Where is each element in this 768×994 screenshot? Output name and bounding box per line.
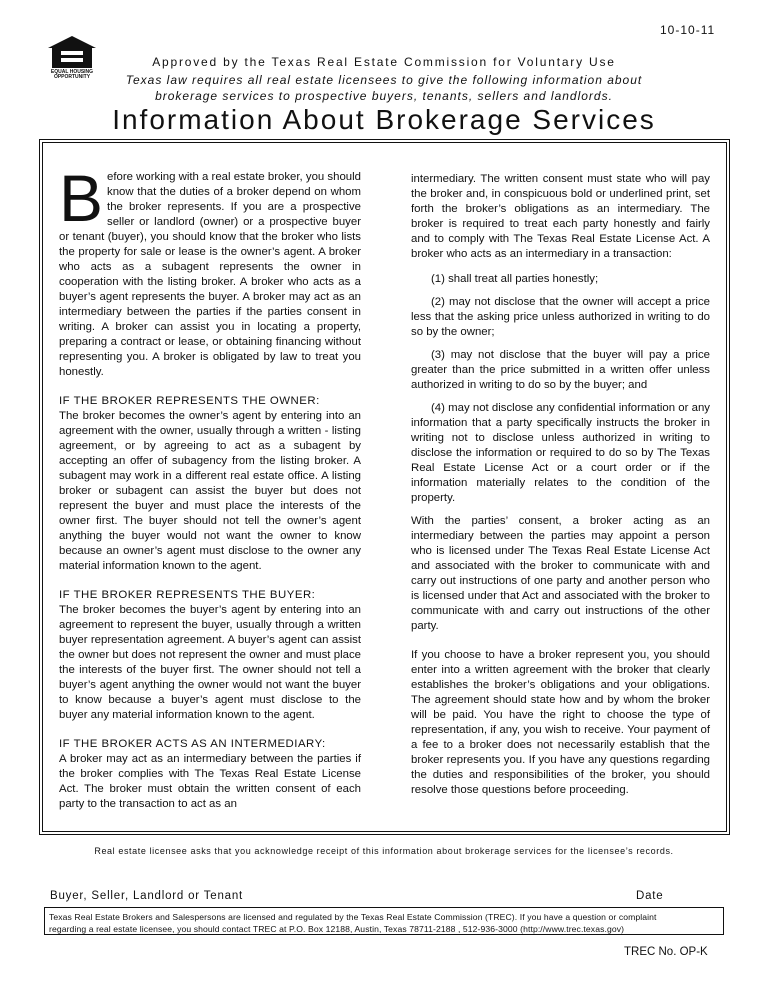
buyer-section bbox=[59, 588, 361, 723]
consent-paragraph: With the parties’ consent, a broker acting as an intermediary between the parties may appoint a person who is licensed under The Texas Real Estate License Act and associated with the broker to communicate with and carry out instructions of one party and another person who is licensed under that Act and associated with the broker to communicate with and carry out instructions of the other party. bbox=[411, 515, 710, 632]
intermediary-text: A broker may act as an intermediary between the parties if the broker complies with The Texas Real Estate License Act. The broker must obtain the written consent of each party to the transaction to act as an bbox=[59, 753, 361, 810]
duty-item-4: (4) may not disclose any confidential information or any information that a party specifically instructs the broker in writing not to disclose unless authorized in writing to disclose the information or required to do so by The Texas Real Estate License Act or a court order or if the information materially relates to the condition of the property. bbox=[411, 402, 710, 504]
trec-notice-line-2: regarding a real estate licensee, you should contact TREC at P.O. Box 12188, Austin, Texas 78711-2188 , 512-936-3000 (http://www.trec.texas.gov) bbox=[49, 924, 625, 934]
acknowledgement-text: Real estate licensee asks that you acknowledge receipt of this information about brokerage services for the licensee’s records. bbox=[94, 846, 674, 856]
trec-notice-line-1: Texas Real Estate Brokers and Salespersons are licensed and regulated by the Texas Real Estate Commission (TREC). If you have a question or complaint bbox=[49, 912, 657, 922]
intro-text: efore working with a real estate broker, you should know that the duties of a broker depend on whom the broker represents. If you are a prospective seller or landlord (owner) or a prospective buyer or tenant (buyer), you should know that the broker who lists the property for sale or lease is the owner’s agent. A broker who acts as a subagent represents the owner in cooperation with the listing broker. A broker who acts as a buyer’s agent represents the buyer. A broker may act as an intermediary between the parties if the parties consent in writing. A broker can assist you in locating a property, preparing a contract or lease, or obtaining financing without representing you. A broker is obligated by law to treat you honestly. bbox=[59, 171, 361, 378]
subtitle bbox=[0, 69, 768, 104]
continuation-paragraph: intermediary. The written consent must state who will pay the broker and, in conspicuous bold or underlined print, set forth the broker’s obligations as an intermediary. The broker is required to treat each party honestly and fairly and to comply with The Texas Real Estate License Act. A broker who acts as an intermediary in a transaction: bbox=[411, 173, 710, 260]
right-column bbox=[411, 172, 710, 808]
signature-label: Buyer, Seller, Landlord or Tenant bbox=[50, 890, 244, 902]
intermediary-heading: IF THE BROKER ACTS AS AN INTERMEDIARY: bbox=[59, 738, 326, 750]
intro-paragraph bbox=[59, 161, 361, 380]
trec-notice bbox=[44, 907, 724, 935]
page-title: Information About Brokerage Services bbox=[112, 104, 656, 135]
owner-heading: IF THE BROKER REPRESENTS THE OWNER: bbox=[59, 395, 320, 407]
subtitle-line-2: brokerage services to prospective buyers, tenants, sellers and landlords. bbox=[155, 89, 613, 103]
duty-item-3: (3) may not disclose that the buyer will pay a price greater than the price submitted in a written offer unless authorized in writing to do so by the buyer; and bbox=[411, 349, 710, 391]
left-column bbox=[59, 161, 361, 822]
form-date: 10-10-11 bbox=[660, 23, 716, 37]
buyer-text: The broker becomes the buyer’s agent by entering into an agreement to represent the buyer, usually through a written buyer representation agreement. A buyer’s agent can assist the owner but does not represent the owner and must place the interests of the buyer first. The owner should not tell a buyer’s agent anything the owner would not want the buyer to know because a buyer’s agent must disclose to the buyer any material information known to the agent. bbox=[59, 604, 361, 721]
subtitle-line-1: Texas law requires all real estate licensees to give the following information about bbox=[125, 73, 643, 87]
trec-form-number: TREC No. OP-K bbox=[624, 946, 708, 958]
content-box bbox=[42, 142, 727, 832]
drop-cap: B bbox=[59, 161, 104, 235]
duty-item-2: (2) may not disclose that the owner will accept a price less that the asking price unless authorized in writing to do so by the owner; bbox=[411, 296, 710, 338]
choose-paragraph: If you choose to have a broker represent you, you should enter into a written agreement with the broker that clearly establishes the broker’s obligations and your obligations. The agreement should state how and by whom the broker will be paid. You have the right to choose the type of representation, if any, you wish to receive. Your payment of a fee to a broker does not necessarily establish that the broker represents you. If you have any questions regarding the duties and responsibilities of the broker, you should resolve those questions before proceeding. bbox=[411, 649, 710, 796]
logo-caption: EQUAL HOUSING OPPORTUNITY bbox=[50, 69, 94, 80]
date-label: Date bbox=[636, 890, 664, 902]
approval-line: Approved by the Texas Real Estate Commission for Voluntary Use bbox=[152, 55, 616, 69]
buyer-heading: IF THE BROKER REPRESENTS THE BUYER: bbox=[59, 589, 316, 601]
intermediary-section bbox=[59, 737, 361, 812]
owner-text: The broker becomes the owner’s agent by entering into an agreement with the owner, usually through a written - listing agreement, or by agreeing to act as a subagent by accepting an offer of subagency from the listing broker. A subagent may work in a different real estate office. A listing broker or subagent can assist the buyer but does not represent the buyer and must place the interests of the owner first. The buyer should not tell the owner’s agent anything the buyer would not want the owner to know because an owner’s agent must disclose to the owner any material information known to the agent. bbox=[59, 410, 361, 572]
duty-item-1: (1) shall treat all parties honestly; bbox=[431, 273, 599, 285]
owner-section bbox=[59, 394, 361, 574]
